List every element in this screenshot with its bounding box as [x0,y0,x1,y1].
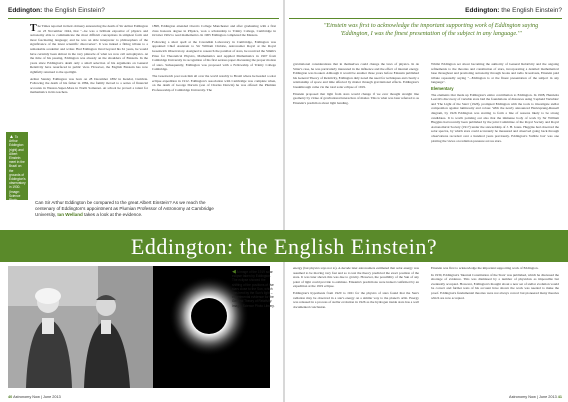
pull-quote: "Einstein was first to acknowledge the important supporting work of Eddington saying 'Eddington, I was the finest presentation of the subject in any language.'" [323,22,539,37]
standfirst: Can Sir Arthur Eddington be compared to the great Albert Einstein? As we reach the centenary of Eddington's appointment as Plumian Professor of Astronomy at Cambridge University, Ian Welland takes a look at the evidence. [35,200,214,217]
author-name: Ian Welland [57,212,83,217]
article-paragraph: Eddington's hypothesis from 1920 to 1921 for the physics of stars found that the Sun's radiation may be observed in a star's energy on a similar way to the planet's orbit. Energy was released in a process of stellar evolution in 1926 as the hydrogen inside stars has a well documented conclusion. [293,290,419,309]
section-heading: Elementary [431,85,454,91]
article-paragraph: gravitational considerations that in themselves could change the laws of physics. In de Sitter's case, he was particularly interested in the influence and the effect of internal energy. Eddington was hooked. Although it would be another three years before Einstein published his General Theory of Relativity, Eddington duly noted the need for techniques and clearly a relationship of space and time affected by matter through gravitational effects. Eddington's breakthrough came via the total solar eclipse of 1919. [293,62,419,89]
article-paragraph: 1898, Eddington attended Owen's College Manchester and after graduating with a first class honours degree in Physics, won a scholarship to Trinity College, Cambridge in October 1902 to read mathematics. In 1905 Eddington completed the Masters. [152,24,276,38]
right-page [285,0,568,402]
right-footer: Astronomy Now | June 2013 41 [509,395,562,399]
photo-caption-box: ▲ To Arthur Eddington (right) and Albert Einstein meet in the Brazil on the grounds of Eddington's observatory in 1930. (Image: Science Photo Library) [6,132,28,200]
article-paragraph: In 1930, Eddington's 'Internal Constitution of the Stars' was published, which he discussed the shortage of evidence. This was dismissed by a number of physicists as impossible but eventually accepted. However, Eddington's thought about a new set of stellar evolution would be correct and further tests of his account have shown the work was needed to make the proof. Eddington's fundamental theories were not always correct but pioneered many theories which are now accepted. [431,272,559,300]
magazine-name: Astronomy Now [13,395,40,399]
arrow-icon: ◀ [232,269,236,275]
running-head-title: Eddington: [465,7,500,14]
issue-date: June 2013 [538,395,557,399]
running-head-title: Eddington: [8,7,43,14]
article-paragraph: The Times reported in their obituary announcing the death of Sir Arthur Eddington on 23 November 1944, that "...he was a brilliant expositor of physics and astronomy able to communicate the most difficult conceptions in simplest form and most fascinating language; and he was an able interpreter to philosophers of the significance of the latest scientific discoveries". It was indeed a fitting tribute to a remarkable academic and writer. Had Eddington lived beyond his 61 years, he would have certainly been almost in the very pinnacle of what we now call astrophysics. At the time of his passing, Eddington was already on the shoulders of Einstein. In the years since Eddington's death only a small selection of his arguments on General Relativity have resurfaced in public view. However, the English Einstein has now rightfully returned to the spotlight. [30,24,148,74]
article-paragraph: Whilst Eddington set about becoming the authority of General Relativity and the ongoing refinements to the theories and constitution of stars, incorporating a detailed mathematical base throughout and promoting astronomy through books and radio broadcasts, Einstein paid tribute repeatedly saying "...Eddington is at the finest presentation of the subject in any language". [431,62,559,85]
right-column-1 [293,62,419,226]
drop-cap: T [30,24,37,34]
right-column-2 [431,62,559,226]
left-footer: 40 Astronomy Now | June 2013 [8,395,61,399]
photo-illustration [8,266,153,388]
right-lower-column-1 [293,266,419,390]
article-paragraph: Einstein was first to acknowledge the important supporting work of Eddington. [431,266,539,270]
head-rule [8,18,279,19]
right-running-head [465,7,562,14]
article-paragraph: The Greenwich post took him all over the world notably to Brazil where he headed a solar eclipse expedition in 1912. Eddington's association with Cambridge was complete when, on the death of George Darwin (son of Charles Darwin) he was offered the Plumian Professorship of Cambridge University. The [152,73,276,92]
article-paragraph: energy (but physics says not to). A decade later astronomers estimated that solar energy was assumed to be moving very fast and so to test the theory predicted the exact position of the stars. It was later shown this was due to gravity. However, the possibility of the Sun of any point of light could provide to estimate. Einstein's predictions were indeed confirmed by an expedition at the 1919 eclipse. [293,266,419,289]
running-head-subtitle: the English Einstein? [501,7,562,14]
arrow-icon: ▲ [9,134,14,140]
article-paragraph: Arthur Stanley Eddington was born on 28 December 1882 in Kendal, Cumbria. Following the death of his father in 1884, the family moved to a series of financial accounts in Weston-Super-Mare in North Somerset. At school he proved a talent for mathematics in his teachers. [30,76,148,95]
article-paragraph: Einstein proposed that light from stars would change if we ever thought straight line geometry by virtue of gravitational interaction of matter. This is what was later referred to as Einstein's prediction about light bending. [293,91,419,105]
right-lower-column-2 [431,266,559,390]
page-number: 40 [8,395,13,399]
left-column-1 [30,24,148,194]
article-paragraph: The elements that made up Eddington's entire contribution to Eddington. In 1908, Henrietta Leavitt's discovery of variable stars laid the foundations of distances using 'Cepheid Variables' and 'The Light of the Stars' (1926), prompted Eddington with the tools to investigate stellar composition against luminosity and colour. With the newly announced Hertzsprung-Russell diagram, by 1926 Eddington was starting to form a line of reasons likely to be strong candidates. It is worth pointing out also that the immense body of work by Sir William Huggins had recently been published by the joint Committee of the Royal Society and Royal Astronomical Society (1917) under the stewardship of J. H. Jeans. Huggins had observed the solar spectra, by which stars could accurately be measured and observed going back through observations recorded over a hundred years previously. Eddington's 'bubble box' was one plotting the views on radiation pressure across stars. [431,92,559,143]
eclipse-caption: ◀ A image of the 1919 solar eclipse taken by Eddington. The eclipse showed the shifting of the positions of five stars close to the Sun, which was bent by the Sun's light – experimental evidence for the General Theory of Relativity. Image: Science Photo Library. [232,269,275,308]
head-rule [289,18,562,19]
issue-date: June 2013 [43,395,61,399]
magazine-name: Astronomy Now [509,395,536,399]
article-title: Eddington: the English Einstein? [130,234,438,259]
left-page [0,0,283,402]
article-paragraph: Following a short spell at the Cavendish Laboratory in Cambridge, Eddington was appointed Chief Assistant to Sir William Christie, Astronomer Royal at the Royal Greenwich Observatory. Assigned to research the parallax of stars, he received the Smith's Prize for Theoretical Physics, Mathematics and Applied Mathematics in 1907 from Cambridge University in recognition of his first serious paper discussing the proper motion of stars. Subsequently, Eddington was proposed with a Fellowship of Trinity College Cambridge. [152,39,276,72]
left-column-2 [152,24,276,194]
einstein-eddington-photo [8,266,153,388]
page-number: 41 [557,395,562,399]
left-running-head [8,7,105,14]
running-head-subtitle: the English Einstein? [44,7,105,14]
